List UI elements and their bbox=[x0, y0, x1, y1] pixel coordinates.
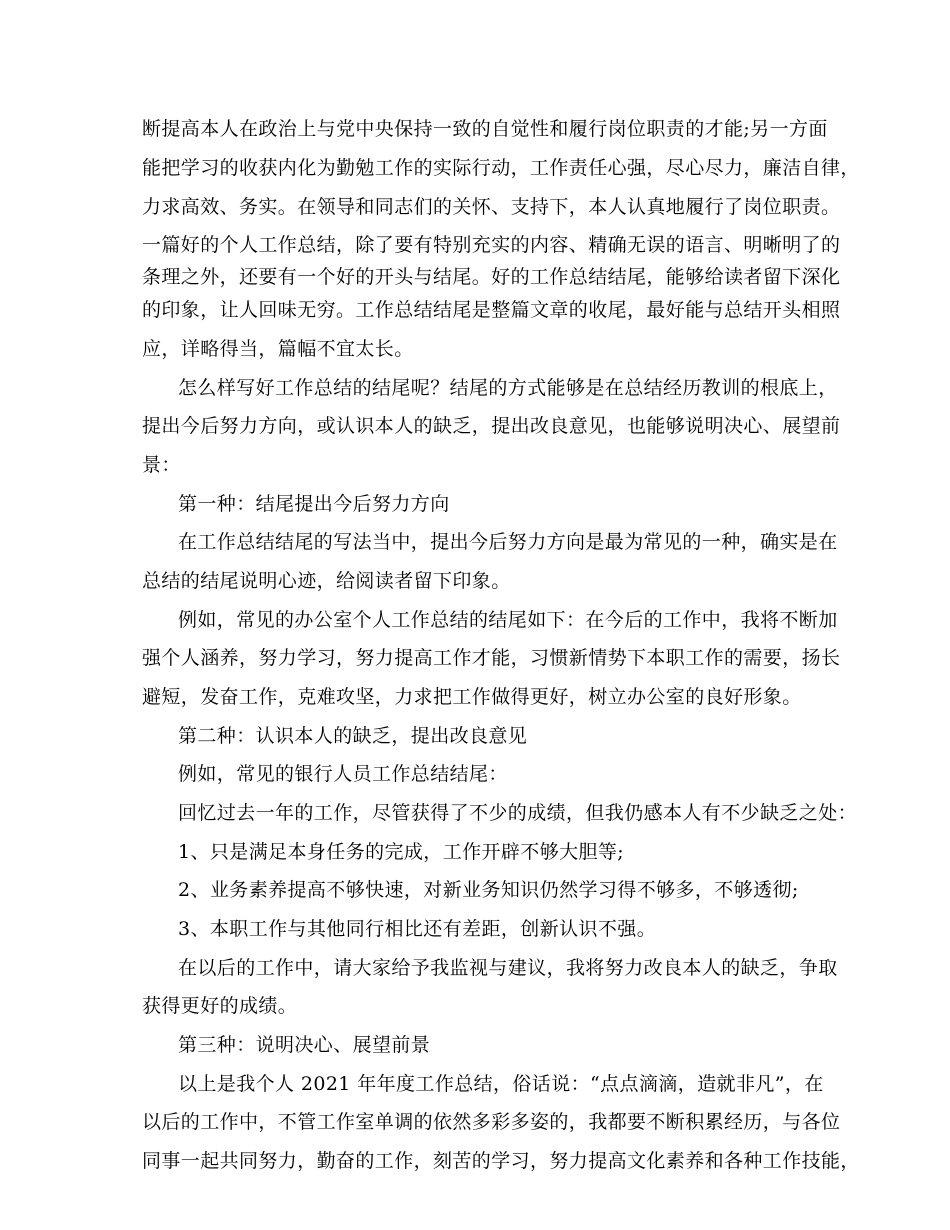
text-line: 避短，发奋工作，克难攻坚，力求把工作做得更好，树立办公室的良好形象。 bbox=[142, 686, 802, 708]
text-line: 例如，常见的办公室个人工作总结的结尾如下：在今后的工作中，我将不断加 bbox=[178, 609, 838, 631]
text-line: 景： bbox=[142, 454, 181, 476]
text-line: 获得更好的成绩。 bbox=[142, 995, 298, 1017]
text-line: 同事一起共同努力，勤奋的工作，刻苦的学习，努力提高文化素养和各种工作技能， bbox=[142, 1150, 860, 1172]
text-line: 力求高效、务实。在领导和同志们的关怀、支持下，本人认真地履行了岗位职责。 bbox=[142, 196, 841, 218]
text-line: 回忆过去一年的工作，尽管获得了不少的成绩，但我仍感本人有不少缺乏之处： bbox=[178, 802, 858, 824]
section-heading: 第三种：说明决心、展望前景 bbox=[178, 1034, 431, 1056]
text-line: 在工作总结结尾的写法当中，提出今后努力方向是最为常见的一种，确实是在 bbox=[178, 531, 838, 553]
text-line: 的印象，让人回味无穷。工作总结结尾是整篇文章的收尾，最好能与总结开头相照 bbox=[142, 299, 841, 321]
list-item: 2、业务素养提高不够快速，对新业务知识仍然学习得不够多，不够透彻; bbox=[178, 879, 799, 901]
text-line: 提出今后努力方向，或认识本人的缺乏，提出改良意见，也能够说明决心、展望前 bbox=[142, 415, 841, 437]
list-item: 1、只是满足本身任务的完成，工作开辟不够大胆等; bbox=[178, 841, 625, 863]
text-line: 怎么样写好工作总结的结尾呢？结尾的方式能够是在总结经历教训的根底上， bbox=[178, 377, 838, 399]
text-line: 总结的结尾说明心迹，给阅读者留下印象。 bbox=[142, 570, 511, 592]
text-line: 能把学习的收获内化为勤勉工作的实际行动，工作责任心强，尽心尽力，廉洁自律， bbox=[142, 157, 860, 179]
text-line: 强个人涵养，努力学习，努力提高工作才能，习惯新情势下本职工作的需要，扬长 bbox=[142, 647, 841, 669]
section-heading: 第一种：结尾提出今后努力方向 bbox=[178, 493, 450, 515]
text-line: 一篇好的个人工作总结，除了要有特别充实的内容、精确无误的语言、明晰明了的 bbox=[142, 234, 841, 256]
text-line: 应，详略得当，篇幅不宜太长。 bbox=[142, 338, 414, 360]
text-line: 例如，常见的银行人员工作总结结尾： bbox=[178, 763, 508, 785]
text-line: 在以后的工作中，请大家给予我监视与建议，我将努力改良本人的缺乏，争取 bbox=[178, 957, 838, 979]
text-line: 以上是我个人 2021 年年度工作总结，俗话说：“点点滴滴，造就非凡”，在 bbox=[178, 1073, 824, 1095]
text-line: 断提高本人在政治上与党中央保持一致的自觉性和履行岗位职责的才能;另一方面 bbox=[142, 118, 828, 140]
text-line: 条理之外，还要有一个好的开头与结尾。好的工作总结结尾，能够给读者留下深化 bbox=[142, 266, 841, 288]
list-item: 3、本职工作与其他同行相比还有差距，创新认识不强。 bbox=[178, 918, 657, 940]
section-heading: 第二种：认识本人的缺乏，提出改良意见 bbox=[178, 725, 528, 747]
text-line: 以后的工作中，不管工作室单调的依然多彩多姿的，我都要不断积累经历，与各位 bbox=[142, 1111, 841, 1133]
